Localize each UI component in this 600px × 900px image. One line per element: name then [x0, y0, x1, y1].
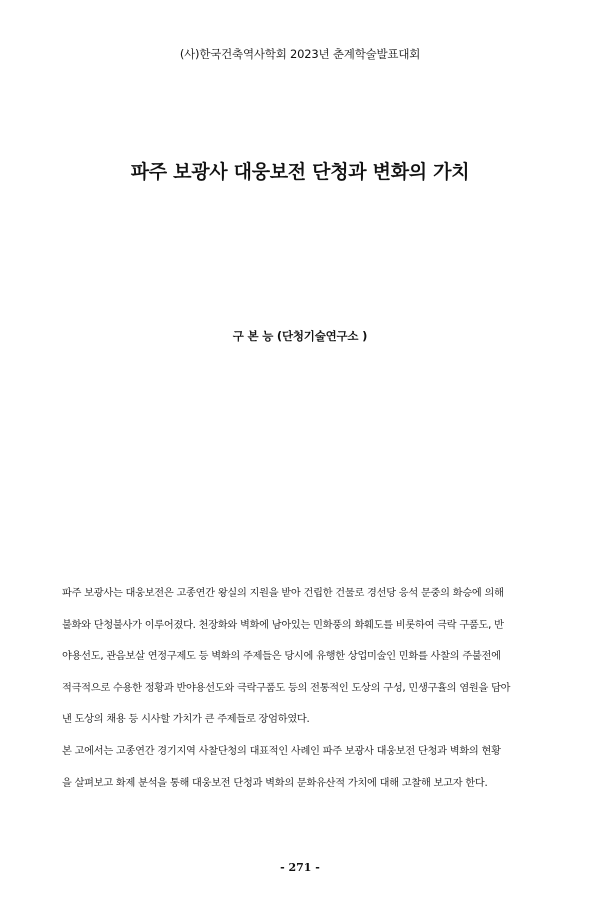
abstract-body: [62, 578, 546, 799]
author-affiliation: 구 본 능 (단청기술연구소 ): [232, 329, 368, 343]
paper-title: 파주 보광사 대웅보전 단청과 변화의 가치: [130, 161, 470, 183]
abstract-line: 적극적으로 수용한 정황과 반야용선도와 극락구품도 등의 전통적인 도상의 구성, 민생구휼의 염원을 담아: [62, 682, 511, 694]
abstract-line: 야용선도, 관음보살 연정구제도 등 벽화의 주제들은 당시에 유행한 상업미술인 민화를 사찰의 주불전에: [62, 651, 501, 663]
conference-header: (사)한국건축역사학회 2023년 춘계학술발표대회: [179, 47, 421, 61]
page-number: - 271 -: [280, 861, 320, 874]
abstract-line: 본 고에서는 고종연간 경기지역 사찰단청의 대표적인 사례인 파주 보광사 대웅보전 단청과 벽화의 현황: [62, 745, 501, 757]
abstract-line: 불화와 단청불사가 이루어졌다. 천장화와 벽화에 남아있는 민화풍의 화훼도를 비롯하여 극락 구품도, 반: [62, 619, 504, 631]
abstract-line: 파주 보광사는 대웅보전은 고종연간 왕실의 지원을 받아 건립한 건물로 경선당 응석 문중의 화승에 의해: [62, 588, 504, 599]
abstract-line: 을 살펴보고 화제 분석을 통해 대웅보전 단청과 벽화의 문화유산적 가치에 대해 고찰해 보고자 한다.: [62, 777, 488, 789]
abstract-line: 낸 도상의 채용 등 시사할 가치가 큰 주제들로 장엄하였다.: [62, 714, 310, 726]
